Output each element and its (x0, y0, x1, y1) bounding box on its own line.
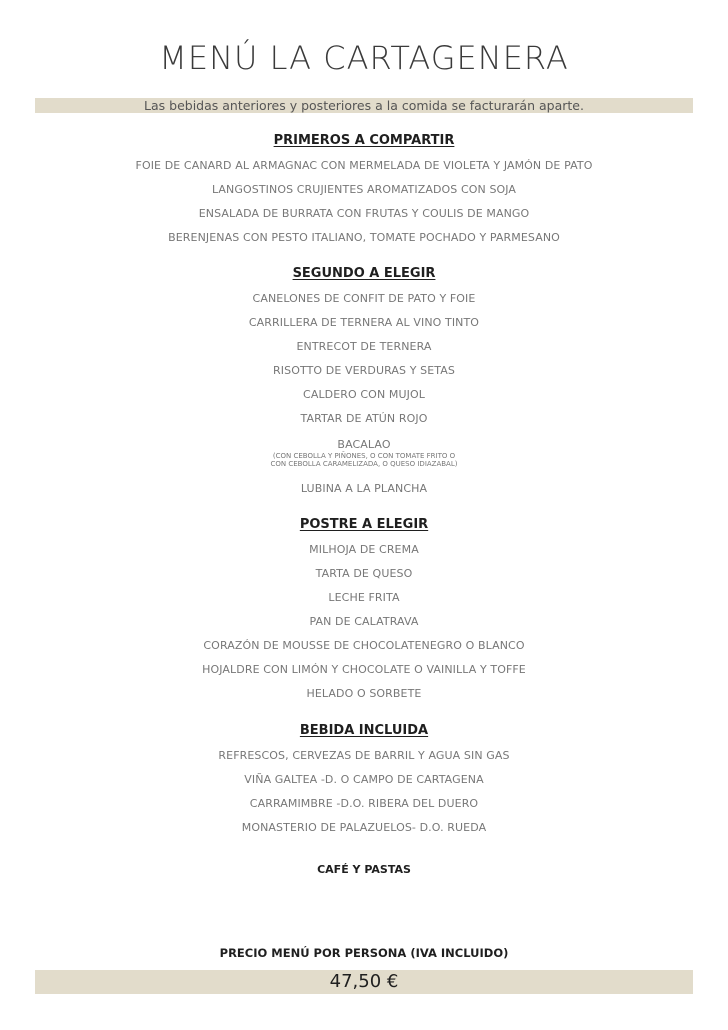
menu-item: LUBINA A LA PLANCHA (300, 482, 428, 495)
menu-item: LANGOSTINOS CRUJIENTES AROMATIZADOS CON SOJA (211, 183, 517, 196)
menu-item: TARTAR DE ATÚN ROJO (300, 412, 428, 425)
section-title-postre: POSTRE A ELEGIR (299, 517, 429, 532)
menu-item: FOIE DE CANARD AL ARMAGNAC CON MERMELADA DE VIOLETA Y JAMÓN DE PATO (135, 159, 593, 172)
section-segundo (0, 264, 728, 501)
menu-item: LECHE FRITA (328, 591, 400, 604)
menu-item: VIÑA GALTEA -D. O CAMPO DE CARTAGENA (244, 773, 484, 786)
bacalao-options-note: (CON CEBOLLA Y PIÑONES, O CON TOMATE FRITO O CON CEBOLLA CARAMELIZADA, O QUESO IDIAZABAL) (270, 452, 458, 468)
section-postre (0, 515, 728, 706)
menu-item-bacalao: BACALAO (337, 438, 391, 451)
section-primeros (0, 131, 728, 250)
menu-item: TARTA DE QUESO (315, 567, 413, 580)
price-label: PRECIO MENÚ POR PERSONA (IVA INCLUIDO) (219, 946, 509, 960)
drinks-note-band (35, 98, 693, 113)
menu-item: CARRILLERA DE TERNERA AL VINO TINTO (248, 316, 480, 329)
menu-item: BERENJENAS CON PESTO ITALIANO, TOMATE POCHADO Y PARMESANO (168, 231, 560, 244)
cafe-y-pastas: CAFÉ Y PASTAS (317, 863, 411, 876)
menu-item: ENSALADA DE BURRATA CON FRUTAS Y COULIS DE MANGO (198, 207, 530, 220)
menu-item: PAN DE CALATRAVA (309, 615, 419, 628)
section-title-bebida: BEBIDA INCLUIDA (299, 723, 429, 738)
menu-item: CARRAMIMBRE -D.O. RIBERA DEL DUERO (249, 797, 479, 810)
section-title-segundo: SEGUNDO A ELEGIR (292, 266, 436, 281)
menu-item: RISOTTO DE VERDURAS Y SETAS (273, 364, 455, 377)
menu-item: MILHOJA DE CREMA (309, 543, 419, 556)
drinks-note: Las bebidas anteriores y posteriores a la comida se facturarán aparte. (144, 98, 584, 113)
menu-item: MONASTERIO DE PALAZUELOS- D.O. RUEDA (241, 821, 487, 834)
menu-item: HOJALDRE CON LIMÓN Y CHOCOLATE O VAINILLA Y TOFFE (202, 663, 526, 676)
menu-item: CALDERO CON MUJOL (303, 388, 425, 401)
section-bebida (0, 721, 728, 840)
menu-title: MENÚ LA CARTAGENERA (159, 39, 569, 77)
menu-item: ENTRECOT DE TERNERA (296, 340, 432, 353)
price-value: 47,50 € (329, 971, 399, 992)
price-band (35, 970, 693, 994)
menu-item: CANELONES DE CONFIT DE PATO Y FOIE (252, 292, 476, 305)
menu-item: CORAZÓN DE MOUSSE DE CHOCOLATENEGRO O BLANCO (203, 639, 525, 652)
menu-item: HELADO O SORBETE (306, 687, 422, 700)
menu-item: REFRESCOS, CERVEZAS DE BARRIL Y AGUA SIN GAS (218, 749, 510, 762)
section-title-primeros: PRIMEROS A COMPARTIR (273, 133, 455, 148)
